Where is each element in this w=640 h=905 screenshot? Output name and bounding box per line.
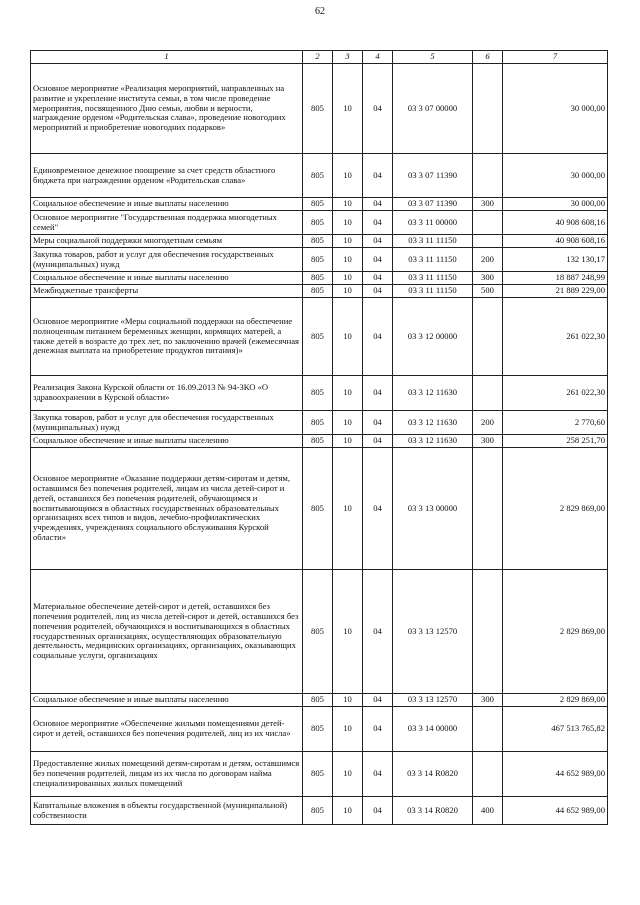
table-row: [31, 211, 608, 235]
subsection-code-cell: 04: [363, 435, 393, 448]
expense-type-cell: [473, 211, 503, 235]
row-name-cell: Основное мероприятие "Государственная поддержка многодетных семей": [31, 211, 303, 235]
subsection-code-cell: 04: [363, 411, 393, 435]
expense-type-cell: [473, 448, 503, 570]
amount-cell: 2 770,60: [503, 411, 608, 435]
section-code-cell: 10: [333, 198, 363, 211]
table-row: [31, 694, 608, 707]
grbs-code-cell: 805: [303, 376, 333, 411]
table-row: [31, 285, 608, 298]
amount-cell: 261 022,30: [503, 298, 608, 376]
grbs-code-cell: 805: [303, 694, 333, 707]
subsection-code-cell: 04: [363, 797, 393, 825]
target-article-cell: 03 3 11 11150: [393, 272, 473, 285]
section-code-cell: 10: [333, 285, 363, 298]
column-header: 4: [363, 51, 393, 64]
expense-type-cell: 200: [473, 248, 503, 272]
target-article-cell: 03 3 13 12570: [393, 694, 473, 707]
section-code-cell: 10: [333, 797, 363, 825]
target-article-cell: 03 3 13 00000: [393, 448, 473, 570]
table-row: [31, 448, 608, 570]
amount-cell: 44 652 989,00: [503, 797, 608, 825]
expense-type-cell: [473, 235, 503, 248]
target-article-cell: 03 3 14 00000: [393, 707, 473, 752]
target-article-cell: 03 3 11 11150: [393, 235, 473, 248]
column-header: 7: [503, 51, 608, 64]
target-article-cell: 03 3 14 R0820: [393, 797, 473, 825]
section-code-cell: 10: [333, 298, 363, 376]
subsection-code-cell: 04: [363, 752, 393, 797]
grbs-code-cell: 805: [303, 211, 333, 235]
target-article-cell: 03 3 11 11150: [393, 285, 473, 298]
amount-cell: 258 251,70: [503, 435, 608, 448]
section-code-cell: 10: [333, 211, 363, 235]
section-code-cell: 10: [333, 248, 363, 272]
row-name-cell: Основное мероприятие «Обеспечение жилыми помещениями детей-сирот и детей, оставшихся без попечения родителей, лиц из их числа»: [31, 707, 303, 752]
amount-cell: 40 908 608,16: [503, 211, 608, 235]
row-name-cell: Социальное обеспечение и иные выплаты населению: [31, 435, 303, 448]
expense-type-cell: 400: [473, 797, 503, 825]
amount-cell: 2 829 869,00: [503, 448, 608, 570]
section-code-cell: 10: [333, 411, 363, 435]
row-name-cell: Единовременное денежное поощрение за счет средств областного бюджета при награждении орденом «Родительская слава»: [31, 154, 303, 198]
grbs-code-cell: 805: [303, 448, 333, 570]
target-article-cell: 03 3 12 11630: [393, 411, 473, 435]
target-article-cell: 03 3 07 00000: [393, 64, 473, 154]
expense-type-cell: 200: [473, 411, 503, 435]
table-row: [31, 435, 608, 448]
target-article-cell: 03 3 07 11390: [393, 154, 473, 198]
row-name-cell: Социальное обеспечение и иные выплаты населению: [31, 272, 303, 285]
section-code-cell: 10: [333, 694, 363, 707]
amount-cell: 30 000,00: [503, 64, 608, 154]
grbs-code-cell: 805: [303, 435, 333, 448]
amount-cell: 261 022,30: [503, 376, 608, 411]
grbs-code-cell: 805: [303, 64, 333, 154]
row-name-cell: Закупка товаров, работ и услуг для обеспечения государственных (муниципальных) нужд: [31, 411, 303, 435]
target-article-cell: 03 3 12 11630: [393, 376, 473, 411]
expense-type-cell: [473, 376, 503, 411]
subsection-code-cell: 04: [363, 248, 393, 272]
column-header: 6: [473, 51, 503, 64]
target-article-cell: 03 3 13 12570: [393, 570, 473, 694]
section-code-cell: 10: [333, 64, 363, 154]
section-code-cell: 10: [333, 435, 363, 448]
expense-type-cell: 300: [473, 694, 503, 707]
target-article-cell: 03 3 11 11150: [393, 248, 473, 272]
amount-cell: 30 000,00: [503, 198, 608, 211]
expense-type-cell: [473, 64, 503, 154]
row-name-cell: Социальное обеспечение и иные выплаты населению: [31, 198, 303, 211]
row-name-cell: Закупка товаров, работ и услуг для обеспечения государственных (муниципальных) нужд: [31, 248, 303, 272]
amount-cell: 40 908 608,16: [503, 235, 608, 248]
row-name-cell: Основное мероприятие «Оказание поддержки детям-сиротам и детям, оставшимся без попечения родителей, лицам из числа детей-сирот и детей, оставшихся без попечения родителей, обучающимся и воспитывающимся в областных государственных образовательных организациях всех типов и видов, лечебно-профилактических учреждениях, учреждениях социального обслуживания Курской области»: [31, 448, 303, 570]
target-article-cell: 03 3 12 00000: [393, 298, 473, 376]
target-article-cell: 03 3 12 11630: [393, 435, 473, 448]
section-code-cell: 10: [333, 570, 363, 694]
grbs-code-cell: 805: [303, 235, 333, 248]
row-name-cell: Реализация Закона Курской области от 16.09.2013 № 94-ЗКО «О здравоохранении в Курской области»: [31, 376, 303, 411]
expense-type-cell: [473, 298, 503, 376]
subsection-code-cell: 04: [363, 298, 393, 376]
subsection-code-cell: 04: [363, 694, 393, 707]
expense-type-cell: 500: [473, 285, 503, 298]
table-row: [31, 248, 608, 272]
target-article-cell: 03 3 07 11390: [393, 198, 473, 211]
expense-type-cell: [473, 752, 503, 797]
expense-type-cell: [473, 707, 503, 752]
table-row: [31, 411, 608, 435]
grbs-code-cell: 805: [303, 248, 333, 272]
amount-cell: 2 829 869,00: [503, 570, 608, 694]
row-name-cell: Предоставление жилых помещений детям-сиротам и детям, оставшимся без попечения родителей, лицам из их числа по договорам найма специализированных жилых помещений: [31, 752, 303, 797]
column-header: 3: [333, 51, 363, 64]
grbs-code-cell: 805: [303, 707, 333, 752]
table-row: [31, 298, 608, 376]
row-name-cell: Межбюджетные трансферты: [31, 285, 303, 298]
section-code-cell: 10: [333, 707, 363, 752]
table-row: [31, 707, 608, 752]
expense-type-cell: [473, 570, 503, 694]
grbs-code-cell: 805: [303, 198, 333, 211]
table-row: [31, 198, 608, 211]
subsection-code-cell: 04: [363, 272, 393, 285]
row-name-cell: Материальное обеспечение детей-сирот и детей, оставшихся без попечения родителей, лиц из числа детей-сирот и детей, оставшихся без попечения родителей, обучающихся и воспитывающихся в областных государственных организациях, осуществляющих образовательную деятельность, медицинских организациях, организациях, оказывающих социальные услуги, организациях: [31, 570, 303, 694]
subsection-code-cell: 04: [363, 154, 393, 198]
column-header: 1: [31, 51, 303, 64]
grbs-code-cell: 805: [303, 797, 333, 825]
expense-type-cell: [473, 154, 503, 198]
table-row: [31, 154, 608, 198]
section-code-cell: 10: [333, 376, 363, 411]
table-row: [31, 272, 608, 285]
subsection-code-cell: 04: [363, 376, 393, 411]
expense-type-cell: 300: [473, 435, 503, 448]
amount-cell: 132 130,17: [503, 248, 608, 272]
subsection-code-cell: 04: [363, 448, 393, 570]
section-code-cell: 10: [333, 272, 363, 285]
amount-cell: 467 513 765,82: [503, 707, 608, 752]
amount-cell: 2 829 869,00: [503, 694, 608, 707]
subsection-code-cell: 04: [363, 707, 393, 752]
row-name-cell: Основное мероприятие «Реализация мероприятий, направленных на развитие и укрепление института семьи, в том числе проведение мероприятия, посвященного Дню семьи, любви и верности, награждение орденом «Родительская слава», проведение новогодних мероприятий и приобретение новогодних подарков»: [31, 64, 303, 154]
expense-type-cell: 300: [473, 272, 503, 285]
amount-cell: 18 887 248,99: [503, 272, 608, 285]
row-name-cell: Меры социальной поддержки многодетным семьям: [31, 235, 303, 248]
section-code-cell: 10: [333, 752, 363, 797]
table-row: [31, 797, 608, 825]
amount-cell: 21 889 229,00: [503, 285, 608, 298]
grbs-code-cell: 805: [303, 272, 333, 285]
expense-type-cell: 300: [473, 198, 503, 211]
subsection-code-cell: 04: [363, 570, 393, 694]
row-name-cell: Социальное обеспечение и иные выплаты населению: [31, 694, 303, 707]
amount-cell: 44 652 989,00: [503, 752, 608, 797]
table-row: [31, 376, 608, 411]
column-header: 5: [393, 51, 473, 64]
section-code-cell: 10: [333, 235, 363, 248]
table-row: [31, 64, 608, 154]
grbs-code-cell: 805: [303, 752, 333, 797]
subsection-code-cell: 04: [363, 198, 393, 211]
target-article-cell: 03 3 14 R0820: [393, 752, 473, 797]
table-row: [31, 752, 608, 797]
grbs-code-cell: 805: [303, 154, 333, 198]
header-row: [31, 51, 608, 64]
grbs-code-cell: 805: [303, 411, 333, 435]
target-article-cell: 03 3 11 00000: [393, 211, 473, 235]
subsection-code-cell: 04: [363, 64, 393, 154]
row-name-cell: Основное мероприятие «Меры социальной поддержки на обеспечение полноценным питанием беременных женщин, кормящих матерей, а также детей в возрасте до трех лет, по заключению врачей (ежемесячная денежная выплата на приобретение продуктов питания)»: [31, 298, 303, 376]
table-row: [31, 235, 608, 248]
subsection-code-cell: 04: [363, 211, 393, 235]
subsection-code-cell: 04: [363, 235, 393, 248]
section-code-cell: 10: [333, 154, 363, 198]
grbs-code-cell: 805: [303, 570, 333, 694]
amount-cell: 30 000,00: [503, 154, 608, 198]
column-header: 2: [303, 51, 333, 64]
budget-table: [30, 50, 608, 825]
page-number: 62: [315, 6, 325, 17]
row-name-cell: Капитальные вложения в объекты государственной (муниципальной) собственности: [31, 797, 303, 825]
subsection-code-cell: 04: [363, 285, 393, 298]
grbs-code-cell: 805: [303, 285, 333, 298]
table-row: [31, 570, 608, 694]
grbs-code-cell: 805: [303, 298, 333, 376]
section-code-cell: 10: [333, 448, 363, 570]
